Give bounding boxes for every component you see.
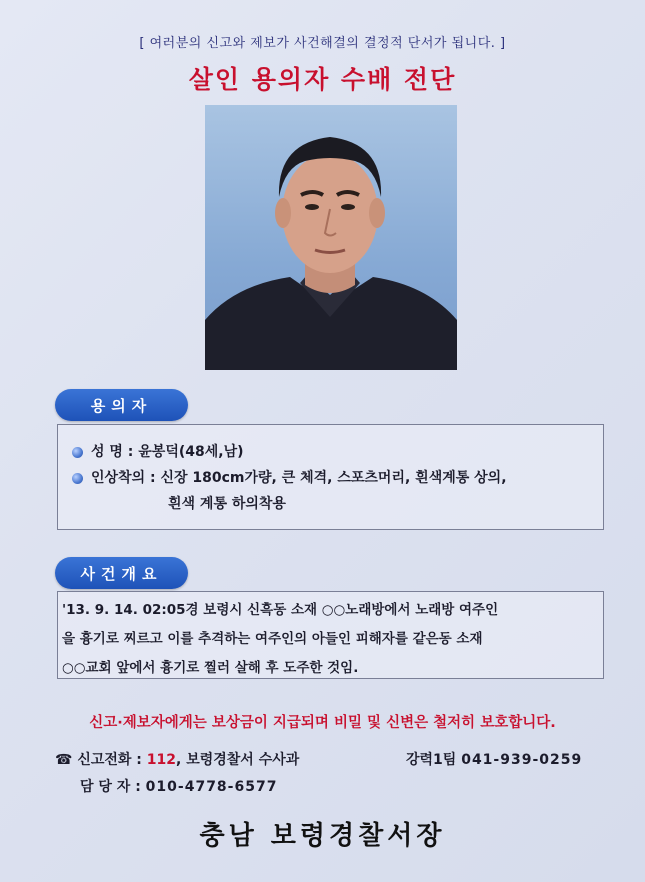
team-name: 강력1팀 (406, 752, 457, 768)
team-contact (406, 749, 582, 769)
report-phone-row (55, 749, 299, 769)
bullet-icon (72, 447, 83, 458)
reward-notice: 신고·제보자에게는 보상금이 지급되며 비밀 및 신변은 철저히 보호합니다. (89, 715, 556, 731)
suspect-photo (205, 105, 457, 370)
name-label: 성 명 : (91, 444, 134, 460)
bullet-icon (72, 473, 83, 484)
officer-phone: 010-4778-6577 (145, 779, 278, 795)
page-title: 살인 용의자 수배 전단 (188, 65, 457, 94)
suspect-section-label: 용의자 (55, 389, 188, 421)
officer-row (80, 776, 277, 796)
office-name: , 보령경찰서 수사과 (176, 752, 300, 768)
name-value: 윤봉덕(48세,남) (138, 444, 244, 460)
features-label: 인상착의 : (91, 470, 156, 486)
case-line2: 을 흉기로 찌르고 이를 추격하는 여주인의 아들인 피해자를 같은동 소재 (62, 631, 483, 647)
case-section-label: 사건개요 (55, 557, 188, 589)
suspect-name-row (72, 441, 244, 461)
phone-label: 신고전화 : (77, 752, 142, 768)
officer-label: 담 당 자 : (80, 779, 141, 795)
case-line3: ○○교회 앞에서 흉기로 찔러 살해 후 도주한 것임. (62, 660, 359, 676)
issuer-footer: 충남 보령경찰서장 (199, 821, 446, 851)
emergency-number: 112 (146, 752, 177, 768)
team-phone: 041-939-0259 (461, 752, 583, 768)
features-line2: 흰색 계통 하의착용 (168, 496, 286, 512)
header-note: [ 여러분의 신고와 제보가 사건해결의 결정적 단서가 됩니다. ] (139, 36, 506, 51)
features-line1: 신장 180cm가량, 큰 체격, 스포츠머리, 흰색계통 상의, (160, 470, 507, 486)
suspect-features-row (72, 467, 507, 487)
case-line1: '13. 9. 14. 02:05경 보령시 신흑동 소재 ○○노래방에서 노래방 여주인 (62, 602, 499, 618)
case-summary-text (62, 596, 602, 683)
phone-icon: ☎ (55, 752, 73, 768)
